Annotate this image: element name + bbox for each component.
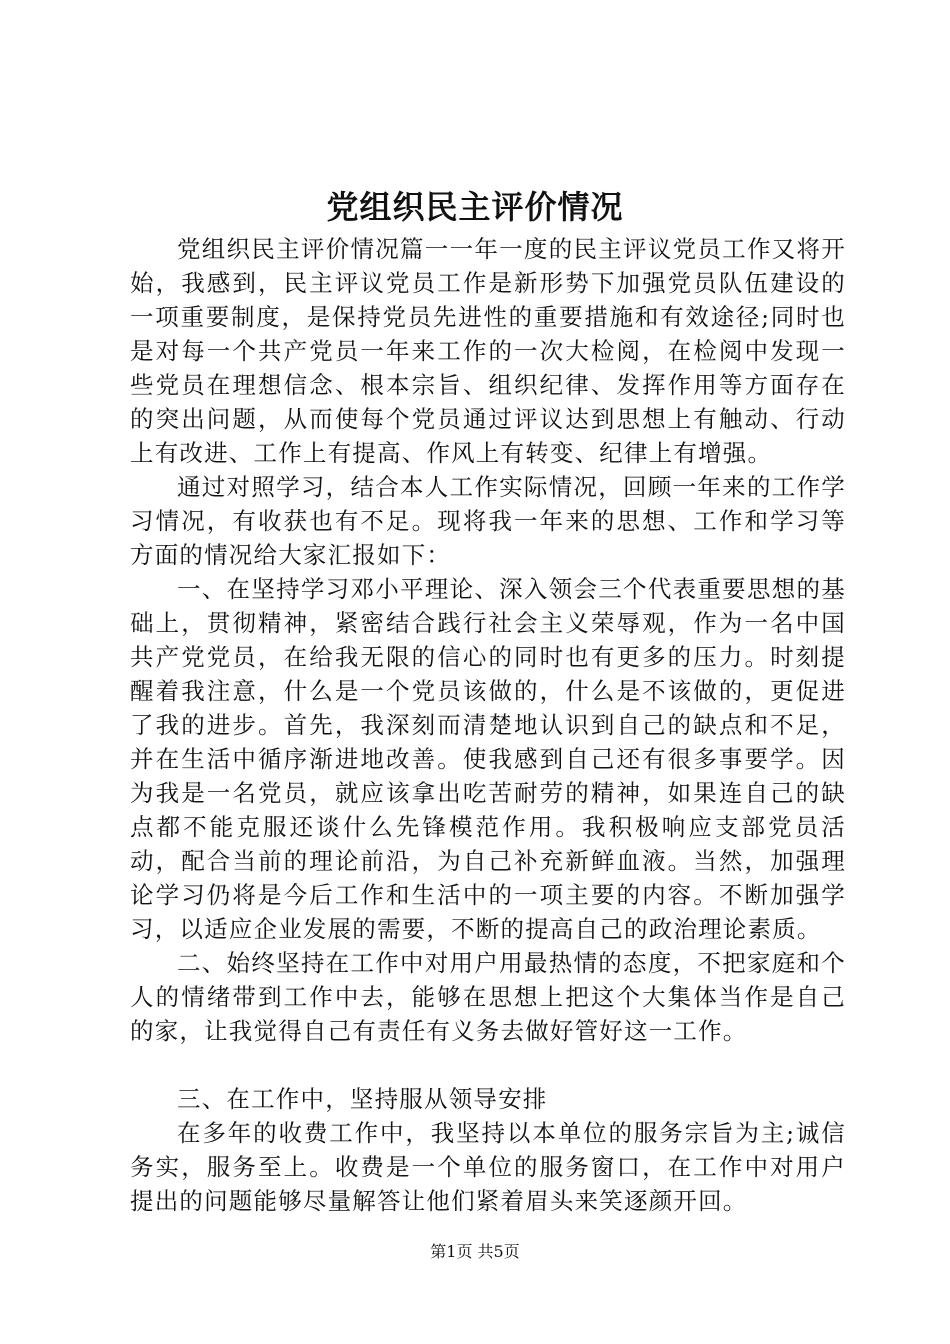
page-number-footer: 第1页 共5页: [430, 1242, 520, 1261]
paragraph-5: 在多年的收费工作中，我坚持以本单位的服务宗旨为主;诚信务实，服务至上。收费是一个单位的服务窗口，在工作中对用户提出的问题能够尽量解答让他们紧着眉头来笑逐颜开回。: [130, 1119, 846, 1215]
section-heading-3: 三、在工作中，坚持服从领导安排: [177, 1085, 548, 1113]
paragraph-1: 党组织民主评价情况篇一一年一度的民主评议党员工作又将开始，我感到，民主评议党员工作是新形势下加强党员队伍建设的一项重要制度，是保持党员先进性的重要措施和有效途径;同时也是对每一个共产党员一年来工作的一次大检阅，在检阅中发现一些党员在理想信念、根本宗旨、组织纪律、发挥作用等方面存在的突出问题，从而使每个党员通过评议达到思想上有触动、行动上有改进、工作上有提高、作风上有转变、纪律上有增强。: [130, 235, 846, 467]
paragraph-2: 通过对照学习，结合本人工作实际情况，回顾一年来的工作学习情况，有收获也有不足。现将我一年来的思想、工作和学习等方面的情况给大家汇报如下：: [130, 473, 846, 569]
document-title: 党组织民主评价情况: [326, 188, 624, 226]
paragraph-3: 一、在坚持学习邓小平理论、深入领会三个代表重要思想的基础上，贯彻精神，紧密结合践行社会主义荣辱观，作为一名中国共产党党员，在给我无限的信心的同时也有更多的压力。时刻提醒着我注意，什么是一个党员该做的，什么是不该做的，更促进了我的进步。首先，我深刻而清楚地认识到自己的缺点和不足，并在生活中循序渐进地改善。使我感到自己还有很多事要学。因为我是一名党员，就应该拿出吃苦耐劳的精神，如果连自己的缺点都不能克服还谈什么先锋模范作用。我积极响应支部党员活动，配合当前的理论前沿，为自己补充新鲜血液。当然，加强理论学习仍将是今后工作和生活中的一项主要的内容。不断加强学习，以适应企业发展的需要，不断的提高自己的政治理论素质。: [130, 575, 846, 943]
paragraph-4: 二、始终坚持在工作中对用户用最热情的态度，不把家庭和个人的情绪带到工作中去，能够在思想上把这个大集体当作是自己的家，让我觉得自己有责任有义务去做好管好这一工作。: [130, 949, 846, 1045]
paragraph-spacer: [130, 1048, 846, 1082]
document-body: [130, 232, 846, 1218]
